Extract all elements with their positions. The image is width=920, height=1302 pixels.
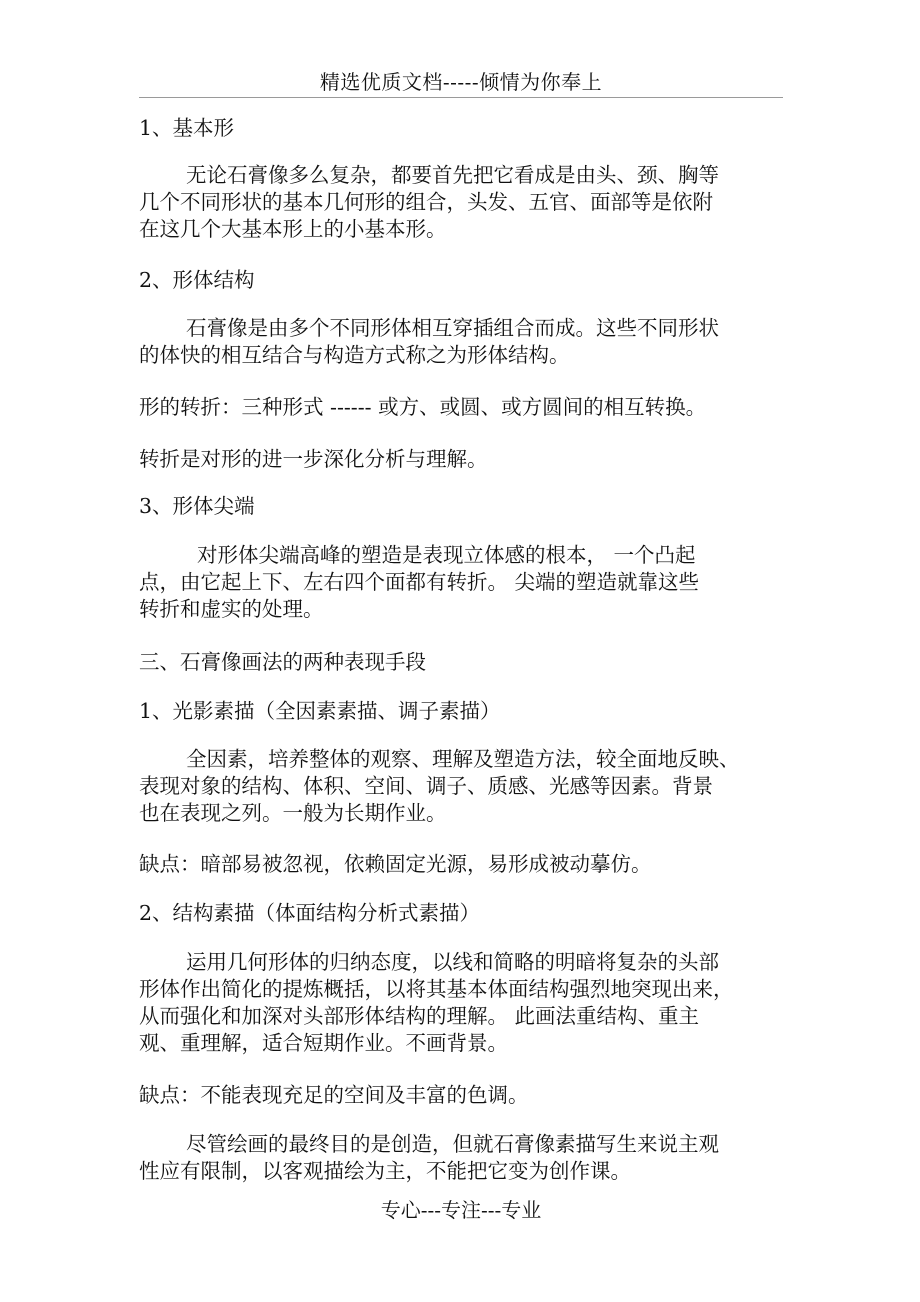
paragraph-line: 性应有限制，以客观描绘为主，不能把它变为创作课。 [139, 1159, 631, 1183]
paragraph-line: 无论石膏像多么复杂，都要首先把它看成是由头、颈、胸等 [186, 163, 719, 187]
paragraph-line: 转折和虚实的处理。 [139, 597, 324, 621]
section-heading: 3、形体尖端 [139, 494, 255, 518]
paragraph-line: 运用几何形体的归纳态度，以线和简略的明暗将复杂的头部 [186, 950, 719, 974]
paragraph-line: 对形体尖端高峰的塑造是表现立体感的根本， 一个凸起 [197, 543, 696, 567]
section-heading: 2、形体结构 [139, 268, 255, 292]
paragraph-line: 也在表现之列。一般为长期作业。 [139, 801, 447, 825]
header-divider [139, 97, 783, 98]
paragraph-line: 全因素，培养整体的观察、理解及塑造方法，较全面地反映、 [186, 747, 740, 771]
paragraph-line: 几个不同形状的基本几何形的组合，头发、五官、面部等是依附 [139, 190, 713, 214]
page-footer: 专心---专注---专业 [380, 1198, 542, 1222]
paragraph-line: 缺点：不能表现充足的空间及丰富的色调。 [139, 1083, 529, 1107]
paragraph-line: 缺点：暗部易被忽视，依赖固定光源，易形成被动摹仿。 [139, 852, 652, 876]
paragraph-line: 观、重理解，适合短期作业。不画背景。 [139, 1031, 508, 1055]
section-heading: 1、光影素描（全因素素描、调子素描） [139, 699, 501, 723]
section-heading: 三、石膏像画法的两种表现手段 [139, 650, 426, 674]
paragraph-line: 点，由它起上下、左右四个面都有转折。 尖端的塑造就靠这些 [139, 570, 700, 594]
section-heading: 2、结构素描（体面结构分析式素描） [139, 901, 481, 925]
paragraph-line: 尽管绘画的最终目的是创造，但就石膏像素描写生来说主观 [186, 1132, 719, 1156]
page-header: 精选优质文档-----倾情为你奉上 [319, 70, 603, 94]
paragraph-line: 形的转折：三种形式 ------ 或方、或圆、或方圆间的相互转换。 [139, 395, 707, 419]
paragraph-line: 从而强化和加深对头部形体结构的理解。 此画法重结构、重主 [139, 1004, 700, 1028]
paragraph-line: 石膏像是由多个不同形体相互穿插组合而成。这些不同形状 [186, 316, 719, 340]
paragraph-line: 的体快的相互结合与构造方式称之为形体结构。 [139, 343, 570, 367]
paragraph-line: 转折是对形的进一步深化分析与理解。 [139, 447, 488, 471]
paragraph-line: 在这几个大基本形上的小基本形。 [139, 217, 447, 241]
paragraph-line: 表现对象的结构、体积、空间、调子、质感、光感等因素。背景 [139, 774, 713, 798]
section-heading: 1、基本形 [139, 116, 235, 140]
paragraph-line: 形体作出简化的提炼概括，以将其基本体面结构强烈地突现出来， [139, 977, 734, 1001]
